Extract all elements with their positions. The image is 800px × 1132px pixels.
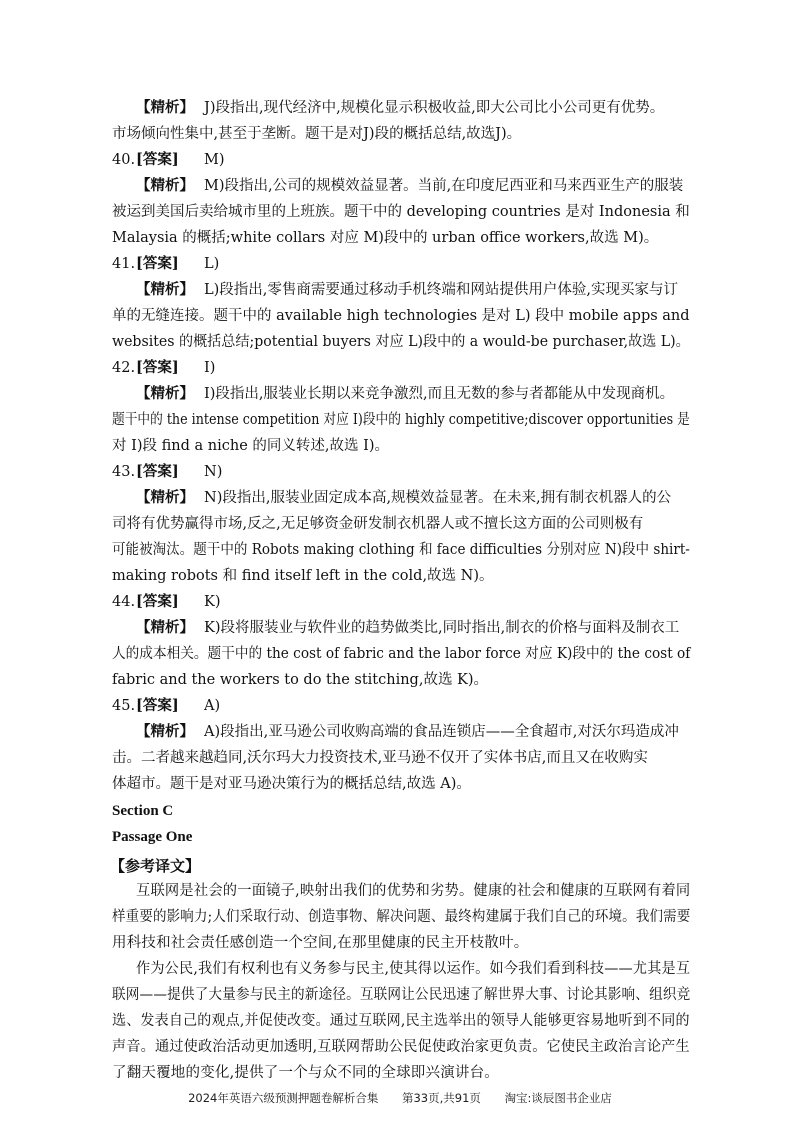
analysis-line: 对 I)段 find a niche 的同义转述,故选 I)。	[112, 438, 389, 454]
answer-value: L)	[204, 256, 220, 272]
analysis-line: 体超市。题干是对亚马逊决策行为的概括总结,故选 A)。	[112, 776, 471, 792]
translation-heading: 【参考译文】	[110, 859, 201, 875]
answer-label: [答案]	[136, 255, 179, 272]
analysis-label: 【精析】	[136, 385, 194, 402]
answer-value: M)	[204, 152, 225, 168]
answer-value: N)	[204, 464, 223, 480]
answer-line	[112, 696, 220, 716]
analysis-line	[136, 384, 674, 404]
analysis-label: 【精析】	[136, 177, 194, 194]
question-number: 40.	[112, 152, 136, 168]
analysis-label: 【精析】	[136, 489, 194, 506]
analysis-line: fabric and the workers to do the stitching,故选 K)。	[112, 672, 489, 688]
answer-label: [答案]	[136, 463, 179, 480]
question-number: 44.	[112, 594, 136, 610]
answer-value: K)	[204, 594, 221, 610]
analysis-text: L)段指出,零售商需要通过移动手机终端和网站提供用户体验,实现买家与订	[204, 282, 679, 298]
analysis-line: 司将有优势赢得市场,反之,无足够资金研发制衣机器人或不擅长这方面的公司则极有	[112, 516, 644, 532]
translation-line: 选、发表自己的观点,并促使改变。通过互联网,民主选举出的领导人能够更容易地听到不同的	[112, 1013, 690, 1029]
answer-line	[112, 254, 219, 274]
translation-line: 作为公民,我们有权利也有义务参与民主,使其得以运作。如今我们看到科技——尤其是互	[136, 961, 691, 977]
answer-label: [答案]	[136, 697, 179, 714]
analysis-label: 【精析】	[136, 723, 194, 740]
translation-line: 用科技和社会责任感创造一个空间,在那里健康的民主开枝散叶。	[112, 935, 529, 951]
question-number: 42.	[112, 360, 136, 376]
answer-line	[112, 462, 222, 482]
footer-page-number: 第33页,共91页	[401, 1091, 481, 1105]
answer-label: [答案]	[136, 359, 179, 376]
analysis-text: M)段指出,公司的规模效益显著。当前,在印度尼西亚和马来西亚生产的服装	[204, 178, 684, 194]
question-number: 41.	[112, 256, 136, 272]
analysis-line: 可能被淘汰。题干中的 Robots making clothing 和 face difficulties 分别对应 N)段中 shirt-	[112, 542, 690, 558]
passage-heading: Passage One	[112, 829, 193, 845]
question-number: 43.	[112, 464, 136, 480]
page-footer	[0, 1090, 800, 1106]
analysis-line: making robots 和 find itself left in the cold,故选 N)。	[112, 568, 494, 584]
analysis-line: 单的无缝连接。题干中的 available high technologies 是对 L) 段中 mobile apps and	[112, 308, 690, 324]
analysis-text: I)段指出,服装业长期以来竞争激烈,而且无数的参与者都能从中发现商机。	[204, 386, 675, 402]
footer-title: 2024年英语六级预测押题卷解析合集	[188, 1091, 379, 1105]
analysis-label: 【精析】	[136, 99, 194, 116]
translation-line: 样重要的影响力;人们采取行动、创造事物、解决问题、最终构建属于我们自己的环境。我们需要	[112, 909, 691, 925]
analysis-text: J)段指出,现代经济中,规模化显示积极收益,即大公司比小公司更有优势。	[204, 100, 665, 116]
analysis-label: 【精析】	[136, 619, 194, 636]
analysis-label: 【精析】	[136, 281, 194, 298]
translation-line: 了翻天覆地的变化,提供了一个与众不同的全球即兴演讲台。	[112, 1065, 500, 1081]
translation-line: 联网——提供了大量参与民主的新途径。互联网让公民迅速了解世界大事、讨论其影响、组织竞	[112, 987, 691, 1003]
analysis-line: 人的成本相关。题干中的 the cost of fabric and the labor force 对应 K)段中的 the cost of	[112, 646, 691, 662]
analysis-line: Malaysia 的概括;white collars 对应 M)段中的 urban office workers,故选 M)。	[112, 230, 659, 246]
analysis-line	[136, 488, 671, 508]
answer-line	[112, 150, 225, 170]
answer-value: A)	[204, 698, 221, 714]
analysis-line	[136, 618, 679, 638]
analysis-text: A)段指出,亚马逊公司收购高端的食品连锁店——全食超市,对沃尔玛造成冲	[204, 724, 679, 740]
analysis-text: K)段将服装业与软件业的趋势做类比,同时指出,制衣的价格与面料及制衣工	[204, 620, 680, 636]
analysis-text: N)段指出,服装业固定成本高,规模效益显著。在未来,拥有制衣机器人的公	[204, 490, 672, 506]
answer-line	[112, 592, 221, 612]
answer-value: I)	[204, 360, 216, 376]
analysis-line: 被运到美国后卖给城市里的上班族。题干中的 developing countries 是对 Indonesia 和	[112, 204, 690, 220]
section-heading: Section C	[112, 803, 174, 819]
footer-shop: 淘宝:谈辰图书企业店	[504, 1091, 612, 1105]
translation-line: 声音。通过使政治活动更加透明,互联网帮助公民促使政治家更负责。它使民主政治言论产生	[112, 1039, 690, 1055]
analysis-line: 题干中的 the intense competition 对应 I)段中的 highly competitive;discover opportunities 是	[112, 412, 690, 428]
answer-label: [答案]	[136, 593, 179, 610]
question-number: 45.	[112, 698, 136, 714]
analysis-line: websites 的概括总结;potential buyers 对应 L)段中的 a would-be purchaser,故选 L)。	[112, 334, 690, 350]
analysis-line	[136, 722, 679, 742]
analysis-line	[136, 98, 664, 118]
analysis-line	[136, 280, 678, 300]
analysis-line	[136, 176, 683, 196]
answer-line	[112, 358, 215, 378]
translation-line: 互联网是社会的一面镜子,映射出我们的优势和劣势。健康的社会和健康的互联网有着同	[136, 883, 691, 899]
answer-label: [答案]	[136, 151, 179, 168]
analysis-line: 市场倾向性集中,甚至于垄断。题干是对J)段的概括总结,故选J)。	[112, 126, 522, 142]
analysis-line: 击。二者越来越趋同,沃尔玛大力投资技术,亚马逊不仅开了实体书店,而且又在收购实	[112, 750, 648, 766]
